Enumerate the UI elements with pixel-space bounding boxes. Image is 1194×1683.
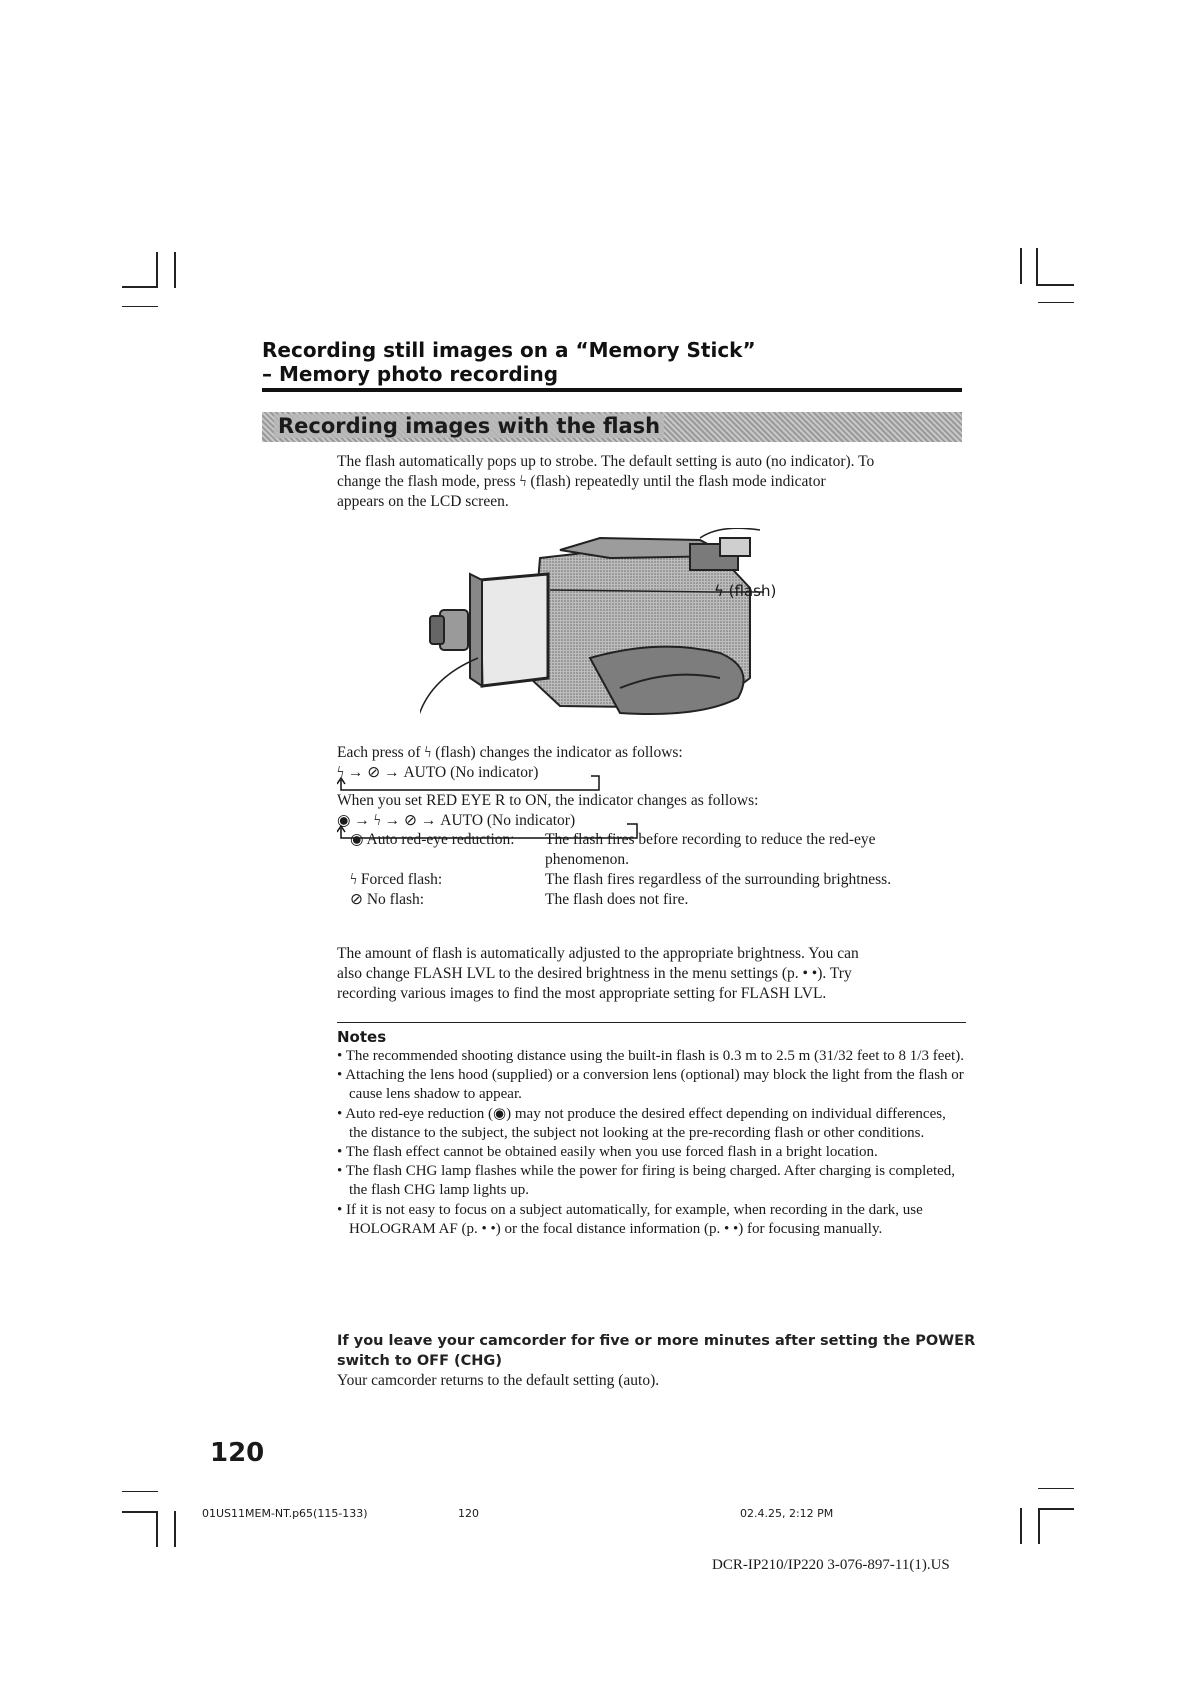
power-note-heading-line: If you leave your camcorder for five or more minutes after setting the POWER [337,1333,976,1349]
sequence-1-flow: ϟ → ⊘ → AUTO (No indicator) [337,764,539,781]
page-heading [262,338,962,386]
mode-label: ϟ Forced flash: [350,871,443,888]
intro-line: appears on the LCD screen. [337,493,509,510]
crop-mark [156,1511,158,1547]
crop-mark [1020,1508,1022,1544]
heading-rule [262,388,962,392]
mode-desc: The flash does not fire. [545,891,689,908]
camcorder-illustration [420,528,780,718]
mode-desc-line: The flash fires before recording to reduce the red-eye [545,831,876,848]
crop-mark [1036,284,1074,286]
mode-row-no-flash [350,890,970,910]
power-note-heading-line: switch to OFF (CHG) [337,1353,502,1369]
flash-amount-paragraph [337,944,977,1004]
crop-mark [1020,248,1022,284]
intro-paragraph [337,452,977,512]
power-note-heading [337,1331,977,1371]
heading-line-1: Recording still images on a “Memory Stick” [262,338,756,362]
power-note-body: Your camcorder returns to the default setting (auto). [337,1372,660,1389]
crop-mark [174,252,176,288]
crop-mark [1038,302,1074,303]
crop-mark [122,1491,158,1492]
amount-line: The amount of flash is automatically adjusted to the appropriate brightness. You can [337,945,859,962]
mode-label: ◉ Auto red-eye reduction: [350,831,515,848]
page-number: 120 [210,1438,265,1468]
crop-mark [122,286,156,288]
intro-line: change the flash mode, press ϟ (flash) repeatedly until the flash mode indicator [337,473,826,490]
flash-callout-label: ϟ (flash) [714,582,777,600]
mode-desc-line: phenomenon. [545,851,629,868]
crop-mark [122,1511,158,1513]
crop-mark [156,252,158,288]
notes-list [337,1047,967,1239]
sequence-2-intro: When you set RED EYE R to ON, the indicator changes as follows: [337,792,759,809]
footer-timestamp: 02.4.25, 2:12 PM [740,1507,834,1520]
flash-mode-list [350,830,970,910]
mode-desc [545,830,970,870]
note-item: • The recommended shooting distance using the built-in flash is 0.3 m to 2.5 m (31/32 feet to 8 1/3 feet). [337,1047,967,1066]
heading-line-2: – Memory photo recording [262,362,559,386]
crop-mark [122,306,158,307]
crop-mark [1038,1508,1040,1544]
note-item: • The flash effect cannot be obtained easily when you use forced flash in a bright location. [337,1143,967,1162]
section-title: Recording images with the flash [274,414,664,438]
sequence-2-flow: ◉ → ϟ → ⊘ → AUTO (No indicator) [337,812,576,829]
crop-mark [1038,1508,1074,1510]
crop-mark [1036,248,1038,284]
section-title-bar [262,412,962,442]
note-item: • Attaching the lens hood (supplied) or a conversion lens (optional) may block the light from the flash or cause lens shadow to appear. [337,1066,967,1104]
crop-mark [174,1511,176,1547]
sequence-1-intro: Each press of ϟ (flash) changes the indicator as follows: [337,744,683,761]
crop-mark [1038,1488,1074,1489]
mode-desc: The flash fires regardless of the surrounding brightness. [545,871,892,888]
notes-title: Notes [337,1028,387,1046]
notes-rule [337,1022,966,1023]
note-item: • Auto red-eye reduction (◉) may not produce the desired effect depending on individual differences, the distance to the subject, the subject not looking at the pre-recording flash or other conditions. [337,1105,967,1143]
mode-label: ⊘ No flash: [350,891,425,908]
footer-model: DCR-IP210/IP220 3-076-897-11(1).US [712,1557,950,1573]
mode-row-red-eye [350,830,970,870]
amount-line: also change FLASH LVL to the desired brightness in the menu settings (p. • •). Try [337,965,852,982]
footer-page: 120 [458,1507,479,1520]
intro-line: The flash automatically pops up to strobe. The default setting is auto (no indicator). To [337,453,875,470]
footer-file: 01US11MEM-NT.p65(115-133) [202,1507,368,1520]
amount-line: recording various images to find the most appropriate setting for FLASH LVL. [337,985,827,1002]
note-item: • If it is not easy to focus on a subject automatically, for example, when recording in the dark, use HOLOGRAM AF (p. • •) or the focal distance information (p. • •) for focusing manually. [337,1201,967,1239]
note-item: • The flash CHG lamp flashes while the power for firing is being charged. After charging is completed, the flash CHG lamp lights up. [337,1162,967,1200]
mode-row-forced [350,870,970,890]
